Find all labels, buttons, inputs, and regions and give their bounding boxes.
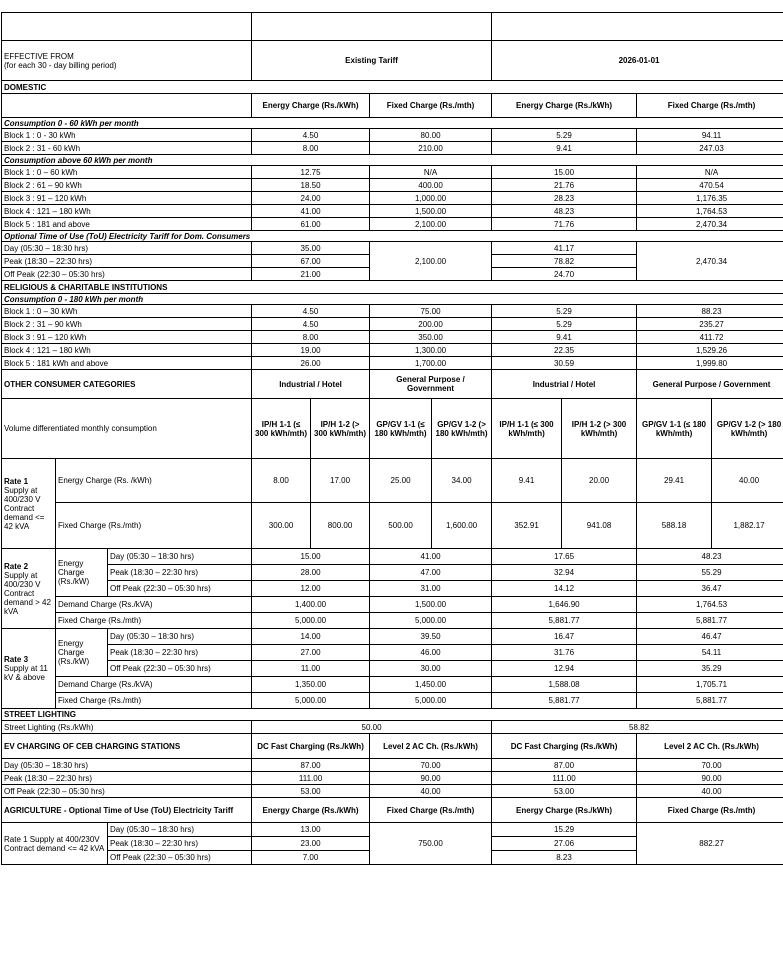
value-cell: 25.00 [370,459,432,503]
row-label: Demand Charge (Rs./kVA) [56,677,252,693]
value-cell: 588.18 [637,503,712,549]
table-row [2,179,783,192]
value-cell: 9.41 [492,459,562,503]
value-cell: 67.00 [252,255,370,268]
domestic-sub2: Consumption above 60 kWh per month [2,155,783,166]
value-cell: N/A [637,166,783,179]
row-label: Day (05:30 – 18:30 hrs) [108,823,252,837]
value-cell: 13.00 [252,823,370,837]
value-cell: 882.27 [637,823,783,865]
value-cell: 1,000.00 [370,192,492,205]
value-cell: 5,000.00 [370,613,492,629]
row-label: Fixed Charge (Rs./mth) [56,613,252,629]
value-cell: 1,450.00 [370,677,492,693]
value-cell: 39.50 [370,629,492,645]
new-tariff-date: 2026-01-01 [492,41,783,81]
value-cell: 78.82 [492,255,637,268]
value-cell: 500.00 [370,503,432,549]
subsection-row [2,294,783,305]
value-cell: 1,646.90 [492,597,637,613]
row-label: Block 3 : 91 – 120 kWh [2,331,252,344]
value-cell: 17.00 [311,459,370,503]
value-cell: 2,470.34 [637,218,783,231]
value-cell: 4.50 [252,318,370,331]
blank-cell [252,13,492,41]
value-cell: 8.00 [252,331,370,344]
table-row [2,759,783,772]
value-cell: 1,400.00 [252,597,370,613]
value-cell: 750.00 [370,823,492,865]
dc-header: DC Fast Charging (Rs./kWh) [252,734,370,759]
value-cell: 15.00 [492,166,637,179]
row-label: Block 5 : 181 kWh and above [2,357,252,370]
row-label: Fixed Charge (Rs./mth) [56,693,252,709]
value-cell: 36.47 [637,581,783,597]
row-label: Street Lighting (Rs./kWh) [2,721,252,734]
value-cell: N/A [370,166,492,179]
value-cell: 1,588.08 [492,677,637,693]
top-blank-row [2,13,783,41]
table-row [2,459,783,503]
table-row [2,305,783,318]
agri-fixed-new-header: Fixed Charge (Rs./mth) [637,798,783,823]
value-cell: 27.06 [492,837,637,851]
value-cell: 70.00 [370,759,492,772]
value-cell: 1,176.35 [637,192,783,205]
rate3-title: Rate 3 [4,655,53,664]
col-header: GP/GV 1-1 (≤ 180 kWh/mth) [370,399,432,459]
col-header: GP/GV 1-2 (> 180 kWh/mth) [712,399,783,459]
value-cell: 24.00 [252,192,370,205]
value-cell: 31.76 [492,645,637,661]
ev-title: EV CHARGING OF CEB CHARGING STATIONS [2,734,252,759]
col-header: IP/H 1-2 (> 300 kWh/mth) [562,399,637,459]
value-cell: 20.00 [562,459,637,503]
table-row [2,166,783,179]
value-cell: 411.72 [637,331,783,344]
general-purpose-new-header: General Purpose / Government [637,370,783,399]
value-cell: 800.00 [311,503,370,549]
value-cell: 12.94 [492,661,637,677]
value-cell: 21.00 [252,268,370,281]
value-cell: 58.82 [492,721,783,734]
domestic-sub1: Consumption 0 - 60 kWh per month [2,118,783,129]
tariff-table [1,12,783,865]
row-label: Block 2 : 31 - 60 kWh [2,142,252,155]
col-header: GP/GV 1-2 (> 180 kWh/mth) [432,399,492,459]
rate3-cell [2,629,56,709]
value-cell: 1,764.53 [637,597,783,613]
table-row [2,677,783,693]
table-row [2,597,783,613]
value-cell: 46.47 [637,629,783,645]
value-cell: 5,881.77 [637,613,783,629]
ev-header-row [2,734,783,759]
general-purpose-header: General Purpose / Government [370,370,492,399]
table-row [2,721,783,734]
value-cell: 1,500.00 [370,205,492,218]
value-cell: 53.00 [252,785,370,798]
rate1-cell [2,459,56,549]
value-cell: 470.54 [637,179,783,192]
table-row [2,693,783,709]
value-cell: 35.29 [637,661,783,677]
value-cell: 12.75 [252,166,370,179]
section-row [2,81,783,94]
value-cell: 1,600.00 [432,503,492,549]
row-label: Peak (18:30 – 22:30 hrs) [108,565,252,581]
agri-title: AGRICULTURE - Optional Time of Use (ToU) Electricity Tariff [2,798,252,823]
table-row [2,565,783,581]
row-label: Off Peak (22:30 – 05:30 hrs) [108,581,252,597]
value-cell: 48.23 [637,549,783,565]
value-cell: 27.00 [252,645,370,661]
value-cell: 4.50 [252,129,370,142]
value-cell: 87.00 [492,759,637,772]
industrial-header: Industrial / Hotel [252,370,370,399]
value-cell: 61.00 [252,218,370,231]
value-cell: 35.00 [252,242,370,255]
religious-sub: Consumption 0 - 180 kWh per month [2,294,783,305]
row-label: Block 1 : 0 – 30 kWh [2,305,252,318]
row-label: Block 2 : 61 – 90 kWh [2,179,252,192]
value-cell: 34.00 [432,459,492,503]
domestic-sub3: Optional Time of Use (ToU) Electricity Tariff for Dom. Consumers [2,231,783,242]
value-cell: 75.00 [370,305,492,318]
value-cell: 400.00 [370,179,492,192]
value-cell: 30.00 [370,661,492,677]
table-row [2,318,783,331]
volume-label: Volume differentiated monthly consumption [2,399,252,459]
table-row [2,549,783,565]
value-cell: 18.50 [252,179,370,192]
value-cell: 352.91 [492,503,562,549]
value-cell: 94.11 [637,129,783,142]
agri-energy-header: Energy Charge (Rs./kWh) [252,798,370,823]
section-row [2,281,783,294]
row-label: Off Peak (22:30 – 05:30 hrs) [2,268,252,281]
table-row [2,785,783,798]
value-cell: 5.29 [492,129,637,142]
value-cell: 1,300.00 [370,344,492,357]
value-cell: 1,350.00 [252,677,370,693]
value-cell: 90.00 [370,772,492,785]
row-label: Off Peak (22:30 – 05:30 hrs) [2,785,252,798]
level2-header: Level 2 AC Ch. (Rs./kWh) [370,734,492,759]
agri-header-row [2,798,783,823]
col-header: IP/H 1-2 (> 300 kWh/mth) [311,399,370,459]
table-row [2,581,783,597]
value-cell: 14.00 [252,629,370,645]
value-cell: 29.41 [637,459,712,503]
value-cell: 1,999.80 [637,357,783,370]
value-cell: 5,881.77 [492,693,637,709]
value-cell: 17.65 [492,549,637,565]
value-cell: 111.00 [252,772,370,785]
value-cell: 53.00 [492,785,637,798]
volume-row [2,399,783,459]
row-label: Block 3 : 91 – 120 kWh [2,192,252,205]
value-cell: 2,100.00 [370,218,492,231]
agri-rate-desc: Rate 1 Supply at 400/230V Contract demand <= 42 kVA [2,823,108,865]
energy-charge-label: Energy Charge (Rs./kW) [56,629,108,677]
blank-cell [2,94,252,118]
rate1-desc: Supply at 400/230 V Contract demand <= 42 kVA [4,486,53,531]
value-cell: 5.29 [492,318,637,331]
row-label: Block 4 : 121 – 180 kWh [2,344,252,357]
col-header: IP/H 1-1 (≤ 300 kWh/mth) [492,399,562,459]
value-cell: 24.70 [492,268,637,281]
value-cell: 1,700.00 [370,357,492,370]
value-cell: 111.00 [492,772,637,785]
value-cell: 71.76 [492,218,637,231]
table-row [2,503,783,549]
value-cell: 4.50 [252,305,370,318]
value-cell: 8.00 [252,459,311,503]
row-label: Block 1 : 0 – 60 kWh [2,166,252,179]
value-cell: 50.00 [252,721,492,734]
value-cell: 23.00 [252,837,370,851]
value-cell: 31.00 [370,581,492,597]
table-row [2,331,783,344]
value-cell: 9.41 [492,142,637,155]
row-label: Peak (18:30 – 22:30 hrs) [2,255,252,268]
value-cell: 16.47 [492,629,637,645]
row-label: Day (05:30 – 18:30 hrs) [2,759,252,772]
table-row [2,242,783,255]
value-cell: 1,529.26 [637,344,783,357]
value-cell: 350.00 [370,331,492,344]
value-cell: 22.35 [492,344,637,357]
row-label: Block 1 : 0 - 30 kWh [2,129,252,142]
value-cell: 15.29 [492,823,637,837]
col-header: IP/H 1-1 (≤ 300 kWh/mth) [252,399,311,459]
table-row [2,218,783,231]
rate2-title: Rate 2 [4,562,53,571]
row-label: Peak (18:30 – 22:30 hrs) [2,772,252,785]
value-cell: 1,500.00 [370,597,492,613]
religious-title: RELIGIOUS & CHARITABLE INSTITUTIONS [2,281,783,294]
value-cell: 210.00 [370,142,492,155]
value-cell: 87.00 [252,759,370,772]
effective-row [2,41,783,81]
street-title: STREET LIGHTING [2,709,783,721]
row-label: Demand Charge (Rs./kVA) [56,597,252,613]
value-cell: 8.00 [252,142,370,155]
effective-from-line2: (for each 30 - day billing period) [4,61,249,70]
value-cell: 90.00 [637,772,783,785]
value-cell: 300.00 [252,503,311,549]
subsection-row [2,231,783,242]
table-row [2,629,783,645]
value-cell: 41.17 [492,242,637,255]
row-label: Block 5 : 181 and above [2,218,252,231]
value-cell: 5,000.00 [252,613,370,629]
row-label: Peak (18:30 – 22:30 hrs) [108,837,252,851]
agri-energy-new-header: Energy Charge (Rs./kWh) [492,798,637,823]
rate2-cell [2,549,56,629]
value-cell: 32.94 [492,565,637,581]
row-label: Day (05:30 – 18:30 hrs) [2,242,252,255]
energy-charge-label: Energy Charge (Rs./kW) [56,549,108,597]
value-cell: 15.00 [252,549,370,565]
value-cell: 47.00 [370,565,492,581]
value-cell: 1,705.71 [637,677,783,693]
value-cell: 40.00 [637,785,783,798]
blank-cell [2,13,252,41]
value-cell: 11.00 [252,661,370,677]
level2-new-header: Level 2 AC Ch. (Rs./kWh) [637,734,783,759]
value-cell: 247.03 [637,142,783,155]
other-header-row [2,370,783,399]
table-row [2,129,783,142]
rate3-desc: Supply at 11 kV & above [4,664,53,682]
value-cell: 70.00 [637,759,783,772]
fixed-charge-new-header: Fixed Charge (Rs./mth) [637,94,783,118]
value-cell: 5,881.77 [637,693,783,709]
value-cell: 28.00 [252,565,370,581]
table-row [2,772,783,785]
subsection-row [2,118,783,129]
table-row [2,357,783,370]
table-row [2,205,783,218]
value-cell: 5,881.77 [492,613,637,629]
table-row [2,344,783,357]
col-header: GP/GV 1-1 (≤ 180 kWh/mth) [637,399,712,459]
value-cell: 941.08 [562,503,637,549]
value-cell: 40.00 [712,459,783,503]
value-cell: 19.00 [252,344,370,357]
value-cell: 14.12 [492,581,637,597]
value-cell: 8.23 [492,851,637,865]
value-cell: 88.23 [637,305,783,318]
value-cell: 41.00 [370,549,492,565]
row-label: Energy Charge (Rs. /kWh) [56,459,252,503]
row-label: Off Peak (22:30 – 05:30 hrs) [108,851,252,865]
table-row [2,142,783,155]
other-title: OTHER CONSUMER CATEGORIES [2,370,252,399]
row-label: Off Peak (22:30 – 05:30 hrs) [108,661,252,677]
energy-charge-header: Energy Charge (Rs./kWh) [252,94,370,118]
table-row [2,645,783,661]
row-label: Block 4 : 121 – 180 kWh [2,205,252,218]
industrial-new-header: Industrial / Hotel [492,370,637,399]
value-cell: 30.59 [492,357,637,370]
rate1-title: Rate 1 [4,477,53,486]
row-label: Fixed Charge (Rs./mth) [56,503,252,549]
existing-tariff-heading: Existing Tariff [252,41,492,81]
value-cell: 5,000.00 [370,693,492,709]
effective-from-label [2,41,252,81]
table-row [2,613,783,629]
agri-fixed-header: Fixed Charge (Rs./mth) [370,798,492,823]
value-cell: 41.00 [252,205,370,218]
value-cell: 200.00 [370,318,492,331]
domestic-header-row [2,94,783,118]
row-label: Peak (18:30 – 22:30 hrs) [108,645,252,661]
fixed-charge-header: Fixed Charge (Rs./mth) [370,94,492,118]
value-cell: 28.23 [492,192,637,205]
value-cell: 9.41 [492,331,637,344]
table-row [2,661,783,677]
rate2-desc: Supply at 400/230 V Contract demand > 42 kVA [4,571,53,616]
table-row [2,192,783,205]
value-cell: 55.29 [637,565,783,581]
dc-new-header: DC Fast Charging (Rs./kWh) [492,734,637,759]
value-cell: 1,882.17 [712,503,783,549]
row-label: Day (05:30 – 18:30 hrs) [108,629,252,645]
value-cell: 12.00 [252,581,370,597]
blank-cell [492,13,783,41]
section-row [2,709,783,721]
value-cell: 7.00 [252,851,370,865]
table-row [2,823,783,837]
row-label: Day (05:30 – 18:30 hrs) [108,549,252,565]
subsection-row [2,155,783,166]
value-cell: 5,000.00 [252,693,370,709]
value-cell: 235.27 [637,318,783,331]
effective-from-line1: EFFECTIVE FROM [4,52,249,61]
value-cell: 40.00 [370,785,492,798]
value-cell: 80.00 [370,129,492,142]
value-cell: 5.29 [492,305,637,318]
row-label: Block 2 : 31 – 90 kWh [2,318,252,331]
value-cell: 48.23 [492,205,637,218]
value-cell: 2,470.34 [637,242,783,281]
domestic-title: DOMESTIC [2,81,783,94]
value-cell: 46.00 [370,645,492,661]
value-cell: 2,100.00 [370,242,492,281]
value-cell: 26.00 [252,357,370,370]
value-cell: 1,764.53 [637,205,783,218]
energy-charge-new-header: Energy Charge (Rs./kWh) [492,94,637,118]
value-cell: 54.11 [637,645,783,661]
value-cell: 21.76 [492,179,637,192]
